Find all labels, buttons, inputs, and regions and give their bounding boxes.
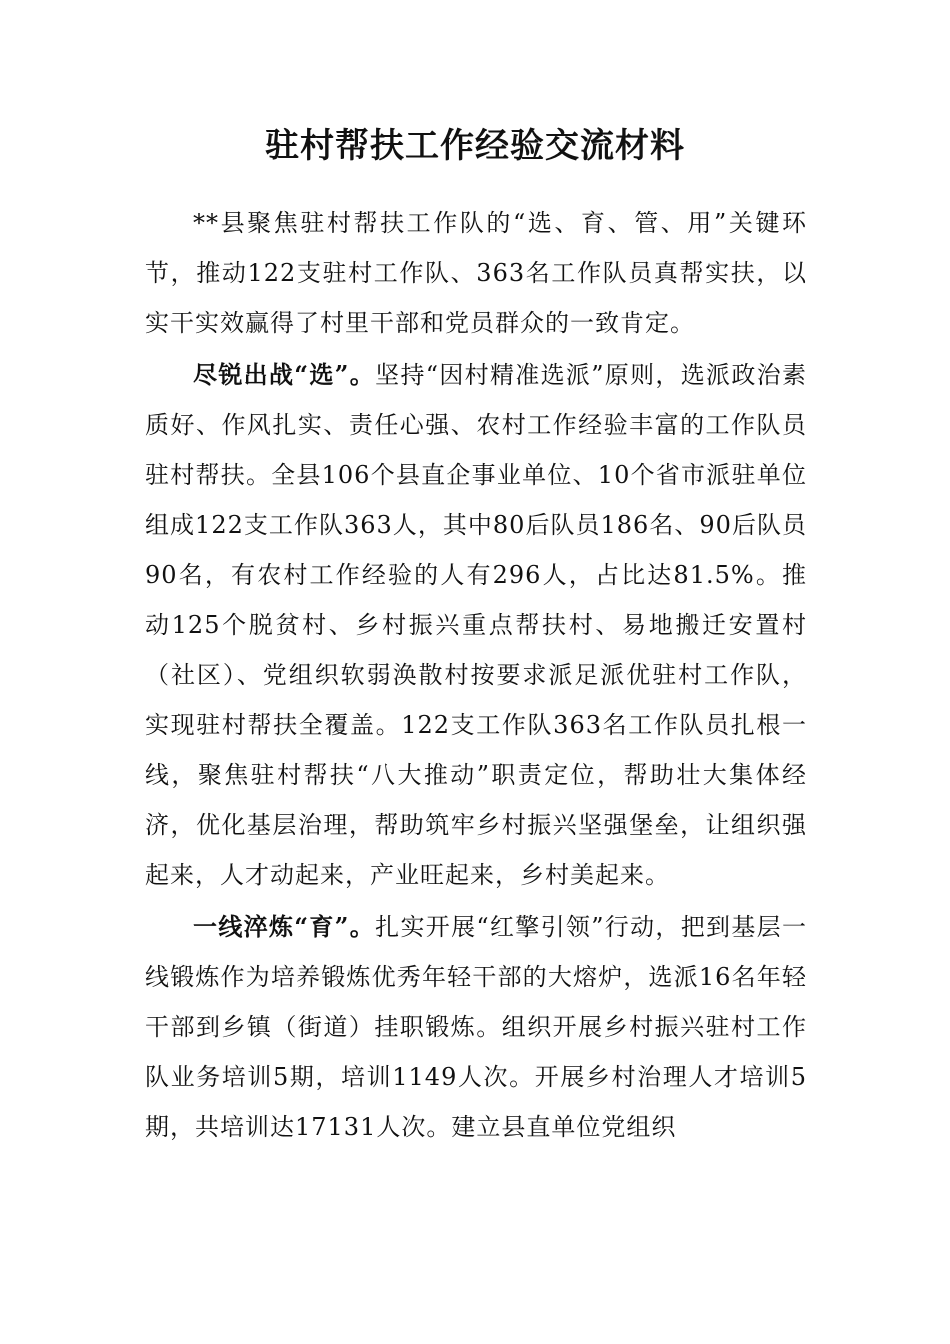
paragraph-train — [145, 902, 807, 1152]
paragraph-text: 扎实开展“红擎引领”行动，把到基层一线锻炼作为培养锻炼优秀年轻干部的大熔炉，选派16名年轻干部到乡镇（街道）挂职锻炼。组织开展乡村振兴驻村工作队业务培训5期，培训1149人次。开展乡村治理人才培训5期，共培训达17131人次。建立县直单位党组织 — [145, 913, 807, 1141]
paragraph-lead: 一线淬炼“育”。 — [193, 912, 376, 941]
paragraph-text: **县聚焦驻村帮扶工作队的“选、育、管、用”关键环节，推动122支驻村工作队、363名工作队员真帮实扶，以实干实效赢得了村里干部和党员群众的一致肯定。 — [145, 209, 807, 337]
paragraph-intro — [145, 198, 807, 348]
paragraph-select — [145, 350, 807, 900]
paragraph-lead: 尽锐出战“选”。 — [193, 360, 376, 389]
paragraph-text: 坚持“因村精准选派”原则，选派政治素质好、作风扎实、责任心强、农村工作经验丰富的工作队员驻村帮扶。全县106个县直企事业单位、10个省市派驻单位组成122支工作队363人，其中80后队员186名、90后队员90名，有农村工作经验的人有296人，占比达81.5%。推动125个脱贫村、乡村振兴重点帮扶村、易地搬迁安置村（社区）、党组织软弱涣散村按要求派足派优驻村工作队，实现驻村帮扶全覆盖。122支工作队363名工作队员扎根一线，聚焦驻村帮扶“八大推动”职责定位，帮助壮大集体经济，优化基层治理，帮助筑牢乡村振兴坚强堡垒，让组织强起来，人才动起来，产业旺起来，乡村美起来。 — [145, 361, 807, 889]
document-body — [145, 198, 807, 1154]
document-title: 驻村帮扶工作经验交流材料 — [265, 126, 685, 166]
